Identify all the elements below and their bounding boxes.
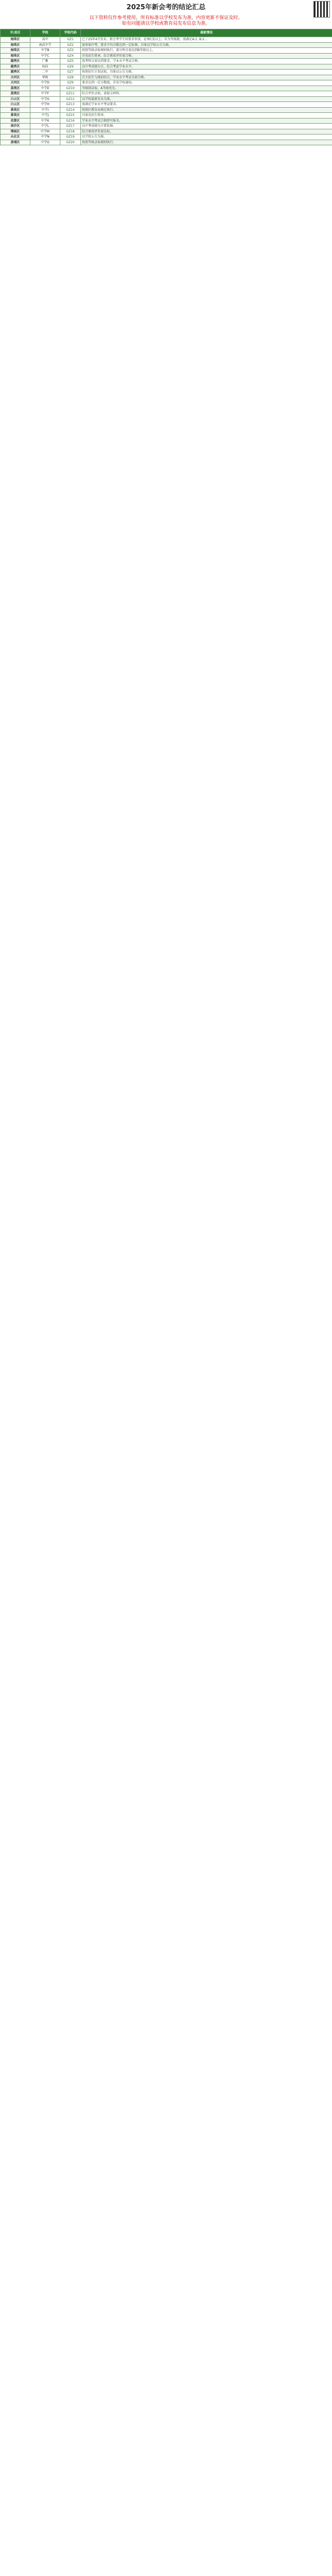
code-cell: GZ13 [60, 102, 81, 108]
school-cell: 中学L [30, 124, 60, 129]
code-cell: GZ15 [60, 113, 81, 118]
table-row [1, 113, 332, 118]
condition-cell: 以中考成绩为主要依据。 [81, 124, 332, 129]
table-row [1, 96, 332, 102]
district-cell: 花都区 [1, 118, 30, 124]
condition-cell: 已于25年4月发布，新会考学生按要求参加，必须C及以上。若为等级制，需满足A:1, B:2... [81, 37, 332, 43]
code-cell: GZ18 [60, 129, 81, 134]
code-cell: GZ3 [60, 48, 81, 54]
column-header: 市/县区 [1, 29, 30, 37]
condition-cell: 按照区教育局规定执行。 [81, 107, 332, 113]
condition-cell: 详见招生简章，综合素质评价需合格。 [81, 53, 332, 59]
condition-cell: 综合素质评价需达标。 [81, 129, 332, 134]
table-row [1, 80, 332, 86]
table-row [1, 91, 332, 97]
school-cell: 中学B [30, 48, 60, 54]
district-cell: 天河区 [1, 75, 30, 80]
school-cell: 高中 [30, 37, 60, 43]
condition-cell: 按照等级录取规则执行。 [81, 140, 332, 145]
notice [0, 15, 332, 29]
condition-cell: 按照等级录取规则执行，部分科目需达到B等级以上。 [81, 48, 332, 54]
condition-cell: 以中考成绩为主，综合考虑学业水平。 [81, 64, 332, 70]
table-row [1, 140, 332, 145]
code-cell: GZ9 [60, 80, 81, 86]
condition-cell: 按照招生计划录取，具体以公告为准。 [81, 70, 332, 75]
code-cell: GZ6 [60, 64, 81, 70]
district-cell: 增城区 [1, 129, 30, 134]
school-cell: 中学D [30, 80, 60, 86]
table-row [1, 48, 332, 54]
district-cell: 黄埔区 [1, 140, 30, 145]
sheet [0, 0, 332, 145]
table-row [1, 75, 332, 80]
notice-line: 如有问题请以学校或教育局发布信息为准。 [122, 21, 210, 26]
code-cell: GZ7 [60, 70, 81, 75]
district-cell: 南沙区 [1, 124, 30, 129]
school-cell: 中学N [30, 134, 60, 140]
column-header: 学校 [30, 29, 60, 37]
table-row [1, 102, 332, 108]
district-cell: 海珠区 [1, 37, 30, 43]
school-cell: 执信 [30, 64, 60, 70]
school-cell: 广雅 [30, 59, 60, 64]
code-cell: GZ17 [60, 124, 81, 129]
table-header-row [1, 29, 332, 37]
page-title-text: 2025年新会考的结论汇总 [126, 4, 206, 11]
table-row [1, 42, 332, 48]
school-cell: 华附 [30, 75, 60, 80]
district-cell: 海珠区 [1, 42, 30, 48]
code-cell: GZ1 [60, 37, 81, 43]
code-cell: GZ20 [60, 140, 81, 145]
school-cell: 中学H [30, 102, 60, 108]
code-cell: GZ8 [60, 75, 81, 80]
condition-cell: 学业水平考试合格即可报名。 [81, 118, 332, 124]
page-title [0, 0, 332, 15]
condition-cell: 综合评价录取，需提交材料。 [81, 91, 332, 97]
notice-line: 以下资料仅作参考使用，所有标准以学校发布为准，内容更新不保证及时。 [89, 15, 243, 21]
code-cell: GZ10 [60, 86, 81, 91]
condition-cell: 需参加中考，要求平均分数达到一定标准，具体以学校公告为准。 [81, 42, 332, 48]
school-cell: 中学I [30, 107, 60, 113]
school-cell: 中学G [30, 96, 60, 102]
district-cell: 天河区 [1, 80, 30, 86]
table-row [1, 59, 332, 64]
code-cell: GZ19 [60, 134, 81, 140]
qr-code-icon [313, 1, 330, 18]
column-header: 最新情况 [81, 29, 332, 37]
district-cell: 海珠区 [1, 48, 30, 54]
district-cell: 荔湾区 [1, 91, 30, 97]
table-row [1, 124, 332, 129]
school-cell: 中学C [30, 53, 60, 59]
district-cell: 番禺区 [1, 107, 30, 113]
table-row [1, 53, 332, 59]
code-cell: GZ11 [60, 91, 81, 97]
table-row [1, 86, 332, 91]
table-row [1, 37, 332, 43]
condition-cell: 以学校最新发布为准。 [81, 96, 332, 102]
school-cell: 南武中学 [30, 42, 60, 48]
condition-cell: 要求达到一定分数线，详见学校通知。 [81, 80, 332, 86]
condition-cell: 具体见招生简章。 [81, 113, 332, 118]
school-cell: 中学J [30, 113, 60, 118]
table-row [1, 134, 332, 140]
condition-cell: 自主招生与统招结合，学业水平考试全部合格。 [81, 75, 332, 80]
table-row [1, 107, 332, 113]
condition-cell: 选考科目需达到要求，学业水平考试合格。 [81, 59, 332, 64]
table-row [1, 64, 332, 70]
district-cell: 从化区 [1, 134, 30, 140]
code-cell: GZ14 [60, 107, 81, 113]
code-cell: GZ2 [60, 42, 81, 48]
district-cell: 荔湾区 [1, 86, 30, 91]
table-row [1, 70, 332, 75]
school-cell: 中学F [30, 91, 60, 97]
district-cell: 越秀区 [1, 70, 30, 75]
school-cell: 中学M [30, 129, 60, 134]
schools-table [0, 29, 332, 145]
condition-cell: 以学校公告为准。 [81, 134, 332, 140]
school-cell: 中学E [30, 86, 60, 91]
district-cell: 白云区 [1, 102, 30, 108]
district-cell: 越秀区 [1, 59, 30, 64]
code-cell: GZ5 [60, 59, 81, 64]
column-header: 学校代码 [60, 29, 81, 37]
school-cell: 中学K [30, 118, 60, 124]
condition-cell: 需满足学业水平考试要求。 [81, 102, 332, 108]
school-cell: 二中 [30, 70, 60, 75]
district-cell: 番禺区 [1, 113, 30, 118]
district-cell: 越秀区 [1, 64, 30, 70]
table-row [1, 129, 332, 134]
table-row [1, 118, 332, 124]
district-cell: 白云区 [1, 96, 30, 102]
code-cell: GZ12 [60, 96, 81, 102]
district-cell: 海珠区 [1, 53, 30, 59]
code-cell: GZ4 [60, 53, 81, 59]
condition-cell: 等级制录取，A等级优先。 [81, 86, 332, 91]
code-cell: GZ16 [60, 118, 81, 124]
school-cell: 中学O [30, 140, 60, 145]
